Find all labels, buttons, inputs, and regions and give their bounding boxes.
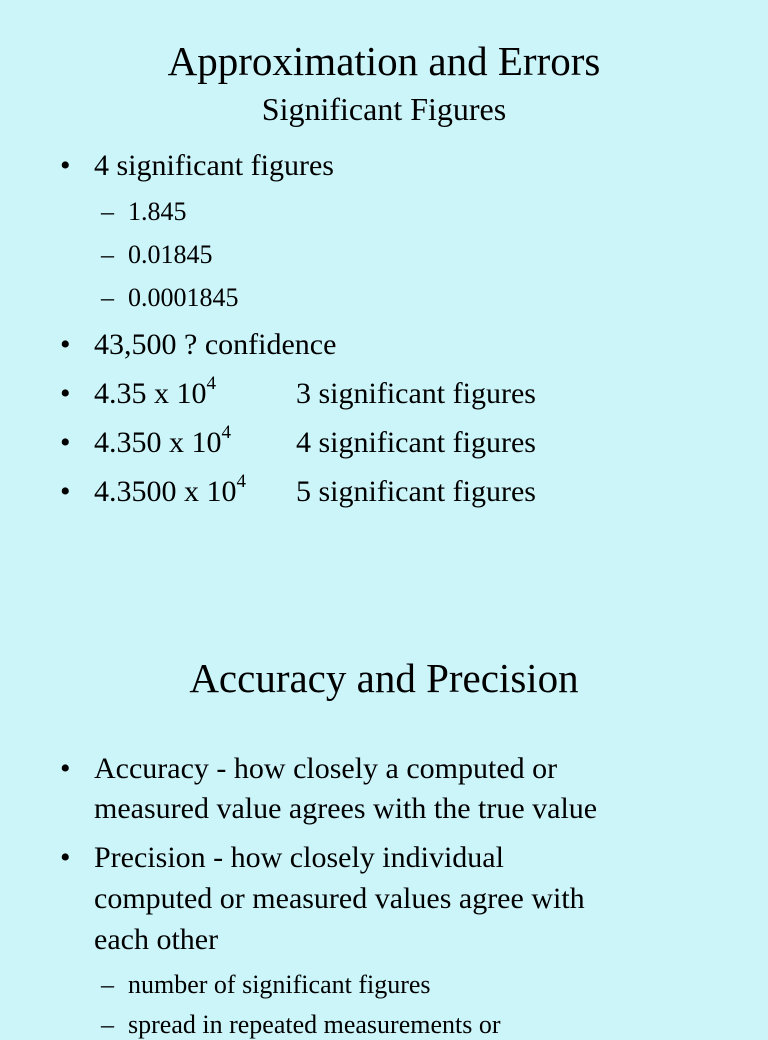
sub-item-text: 0.0001845 [128, 283, 239, 312]
dash: – [101, 197, 114, 226]
bullet-text: 4 significant figures [94, 149, 334, 182]
sci-notation [94, 471, 246, 509]
sig-fig-desc: 5 significant figures [296, 475, 536, 508]
sig-fig-desc: 3 significant figures [296, 377, 536, 410]
slide1-title: Approximation and Errors [167, 38, 601, 84]
precision-line-2: computed or measured values agree with [94, 882, 585, 915]
exponent: 4 [206, 373, 216, 394]
sci-notation [94, 422, 231, 460]
sci-notation [94, 373, 216, 411]
precision-line-3: each other [94, 923, 219, 956]
bullet-dot: • [60, 475, 71, 508]
mantissa: 4.350 x 10 [94, 426, 222, 459]
bullet-dot: • [60, 426, 71, 459]
slide1-subtitle: Significant Figures [261, 91, 507, 127]
precision-line-1: Precision - how closely individual [94, 841, 504, 874]
bullet-dot: • [60, 841, 71, 874]
bullet-dot: • [60, 377, 71, 410]
dash: – [101, 283, 114, 312]
exponent: 4 [221, 422, 231, 443]
sub-item-text: 0.01845 [128, 240, 213, 269]
mantissa: 4.35 x 10 [94, 377, 207, 410]
dash: – [101, 970, 114, 999]
bullet-dot: • [60, 328, 71, 361]
bullet-dot: • [60, 149, 71, 182]
exponent: 4 [236, 471, 246, 492]
dash: – [101, 1010, 114, 1039]
dash: – [101, 240, 114, 269]
sub-item-text: spread in repeated measurements or [128, 1010, 501, 1039]
slide2-title: Accuracy and Precision [189, 655, 579, 701]
sub-item-text: 1.845 [128, 197, 187, 226]
sig-fig-desc: 4 significant figures [296, 426, 536, 459]
bullet-text: 43,500 ? confidence [94, 328, 337, 361]
sub-item-text: number of significant figures [128, 970, 431, 999]
mantissa: 4.3500 x 10 [94, 475, 237, 508]
accuracy-line-2: measured value agrees with the true value [94, 792, 598, 825]
bullet-dot: • [60, 752, 71, 785]
accuracy-line-1: Accuracy - how closely a computed or [94, 752, 558, 785]
